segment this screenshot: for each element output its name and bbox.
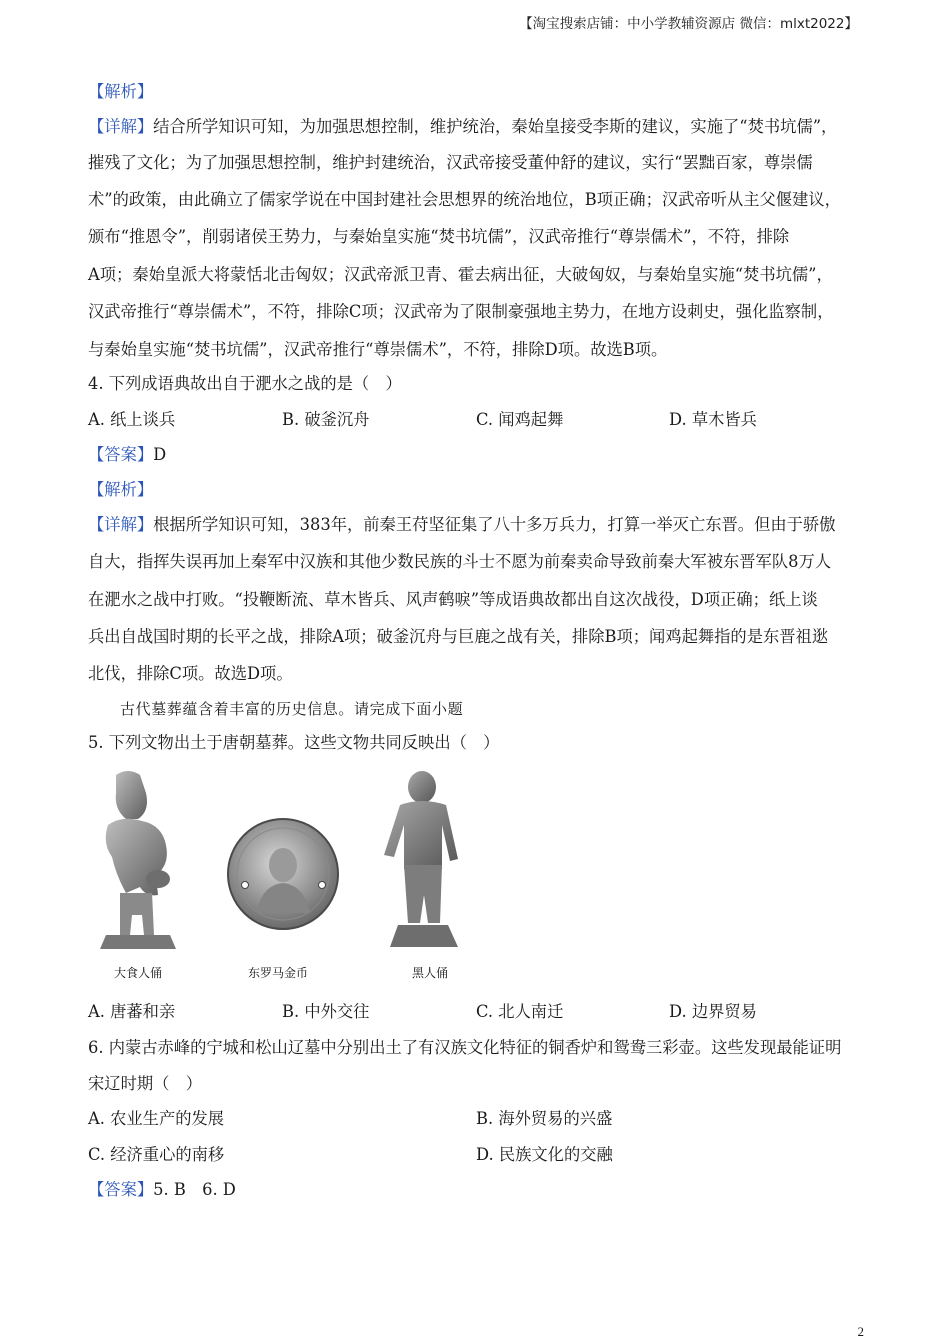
byzantine-coin-caption: 东罗马金币: [248, 966, 309, 980]
q4-analysis-tag: 【解析】: [88, 480, 154, 499]
q3-detail-line-5: A项；秦始皇派大将蒙恬北击匈奴；汉武帝派卫青、霍去病出征，大破匈奴，与秦始皇实施“焚书坑儒”，: [88, 265, 833, 284]
q6-option-d: D. 民族文化的交融: [476, 1145, 613, 1164]
q4-option-a: A. 纸上谈兵: [88, 410, 176, 429]
q4-stem: 4. 下列成语典故出自于淝水之战的是（ ）: [88, 374, 402, 393]
byzantine-coin-icon: [226, 817, 340, 931]
q5-stem: 5. 下列文物出土于唐朝墓葬。这些文物共同反映出（ ）: [88, 733, 500, 752]
q5-q6-answers: 【答案】5. B 6. D: [88, 1180, 236, 1199]
page-number: 2: [857, 1324, 864, 1339]
dashi-figurine-icon: [86, 765, 194, 963]
q6-option-c: C. 经济重心的南移: [88, 1145, 225, 1164]
q3-detail-line-3: 术”的政策，由此确立了儒家学说在中国封建社会思想界的统治地位，B项正确；汉武帝听从主父偃建议，: [88, 190, 841, 209]
q6-option-b: B. 海外贸易的兴盛: [476, 1109, 613, 1128]
q4-answer: 【答案】D: [88, 445, 167, 464]
q5-option-c: C. 北人南迁: [476, 1002, 564, 1021]
q4-option-c: C. 闻鸡起舞: [476, 410, 564, 429]
dashi-figurine-caption: 大食人俑: [114, 966, 163, 980]
q6-stem-line-2: 宋辽时期（ ）: [88, 1074, 202, 1093]
q5-option-b: B. 中外交往: [282, 1002, 370, 1021]
q4-detail-line-5: 北伐，排除C项。故选D项。: [88, 664, 293, 683]
page-header: 【淘宝搜索店铺：中小学教辅资源店 微信：mlxt2022】: [519, 16, 858, 32]
q5-option-d: D. 边界贸易: [669, 1002, 757, 1021]
black-figurine-icon: [374, 765, 474, 961]
answers-tag: 【答案】: [88, 1180, 154, 1199]
q3-detail-line-2: 摧残了文化；为了加强思想控制，维护封建统治，汉武帝接受董仲舒的建议，实行“罢黜百家，尊崇儒: [88, 153, 813, 172]
q6-option-a: A. 农业生产的发展: [88, 1109, 225, 1128]
q4-answer-tag: 【答案】: [88, 445, 154, 464]
q4-detail-tag: 【详解】: [88, 515, 154, 534]
q4-option-b: B. 破釜沉舟: [282, 410, 370, 429]
q5-option-a: A. 唐蕃和亲: [88, 1002, 176, 1021]
q6-stem-line-1: 6. 内蒙古赤峰的宁城和松山辽墓中分别出土了有汉族文化特征的铜香炉和鸳鸯三彩壶。这些发现最能证明: [88, 1038, 842, 1057]
q4-option-d: D. 草木皆兵: [669, 410, 757, 429]
q3-detail-line-7: 与秦始皇实施“焚书坑儒”，汉武帝推行“尊崇儒术”，不符，排除D项。故选B项。: [88, 340, 668, 359]
q4-detail-line-3: 在淝水之战中打败。“投鞭断流、草木皆兵、风声鹤唳”等成语典故都出自这次战役，D项正确；纸上谈: [88, 590, 818, 609]
q3-detail-line-6: 汉武帝推行“尊崇儒术”，不符，排除C项；汉武帝为了限制豪强地主势力，在地方设刺史，强化监察制，: [88, 302, 834, 321]
q3-analysis-tag: 【解析】: [88, 82, 154, 101]
q3-detail-line-1: 【详解】结合所学知识可知，为加强思想控制，维护统治，秦始皇接受李斯的建议，实施了“焚书坑儒”，: [88, 117, 838, 136]
q4-detail-line-4: 兵出自战国时期的长平之战，排除A项；破釜沉舟与巨鹿之战有关，排除B项；闻鸡起舞指的是东晋祖逖: [88, 627, 829, 646]
group-intro: 古代墓葬蕴含着丰富的历史信息。请完成下面小题: [120, 700, 464, 718]
q4-detail-line-2: 自大，指挥失误再加上秦军中汉族和其他少数民族的斗士不愿为前秦卖命导致前秦大军被东晋军队8万人: [88, 552, 832, 571]
black-figurine-caption: 黑人俑: [412, 966, 449, 980]
q3-detail-tag: 【详解】: [88, 117, 154, 136]
q3-detail-line-4: 颁布“推恩令”，削弱诸侯王势力，与秦始皇实施“焚书坑儒”，汉武帝推行“尊崇儒术”，不符，排除: [88, 227, 790, 246]
q4-detail-line-1: 【详解】根据所学知识可知，383年，前秦王苻坚征集了八十多万兵力，打算一举灭亡东晋。但由于骄傲: [88, 515, 836, 534]
